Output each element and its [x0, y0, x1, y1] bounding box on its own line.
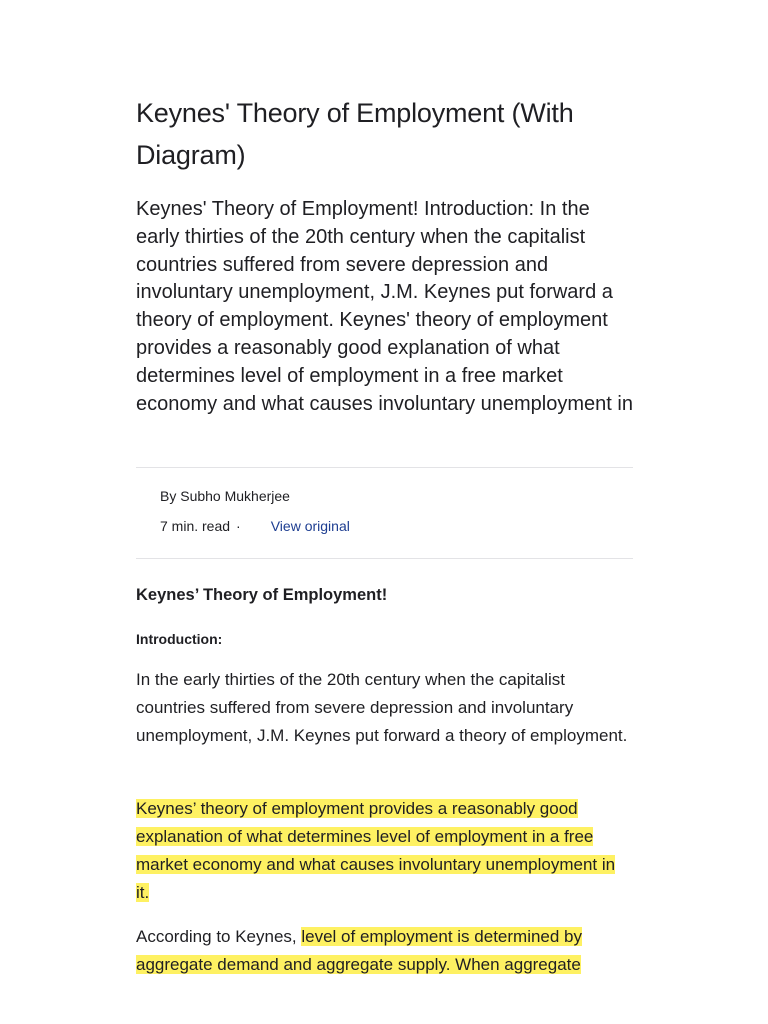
paragraph-intro: In the early thirties of the 20th century when the capitalist countries suffered from severe depression and involuntary unemployment, J.M. Keynes put forward a theory of employment.	[136, 670, 628, 745]
text-highlight: level of employment is determined by aggregate demand and aggregate supply. When aggregate	[136, 927, 583, 974]
meta-divider	[136, 558, 633, 559]
author-byline: By Subho Mukherjee	[160, 488, 290, 504]
paragraph-according	[136, 923, 633, 979]
text-highlight: Keynes’ theory of employment provides a reasonably good explanation of what determines level of employment in a free market economy and what causes involuntary unemployment in it.	[136, 799, 616, 902]
section-subheading: Introduction:	[136, 631, 223, 647]
paragraph-plain-text: According to Keynes,	[136, 927, 302, 946]
section-heading: Keynes’ Theory of Employment!	[136, 586, 388, 604]
paragraph-highlighted	[136, 795, 633, 907]
read-time: 7 min. read	[160, 518, 231, 534]
meta-separator: ·	[236, 518, 241, 534]
summary-divider	[136, 467, 633, 468]
article-title: Keynes' Theory of Employment (With Diagram)	[136, 98, 574, 170]
article-meta	[160, 516, 350, 536]
article-summary: Keynes' Theory of Employment! Introduction: In the early thirties of the 20th century when the capitalist countries suffered from severe depression and involuntary unemployment, J.M. Keynes put forward a theory of employment. Keynes' theory of employment provides a reasonably good explanation of what determines level of employment in a free market economy and what causes involuntary unemployment in	[136, 198, 633, 415]
view-original-link[interactable]: View original	[270, 518, 350, 534]
